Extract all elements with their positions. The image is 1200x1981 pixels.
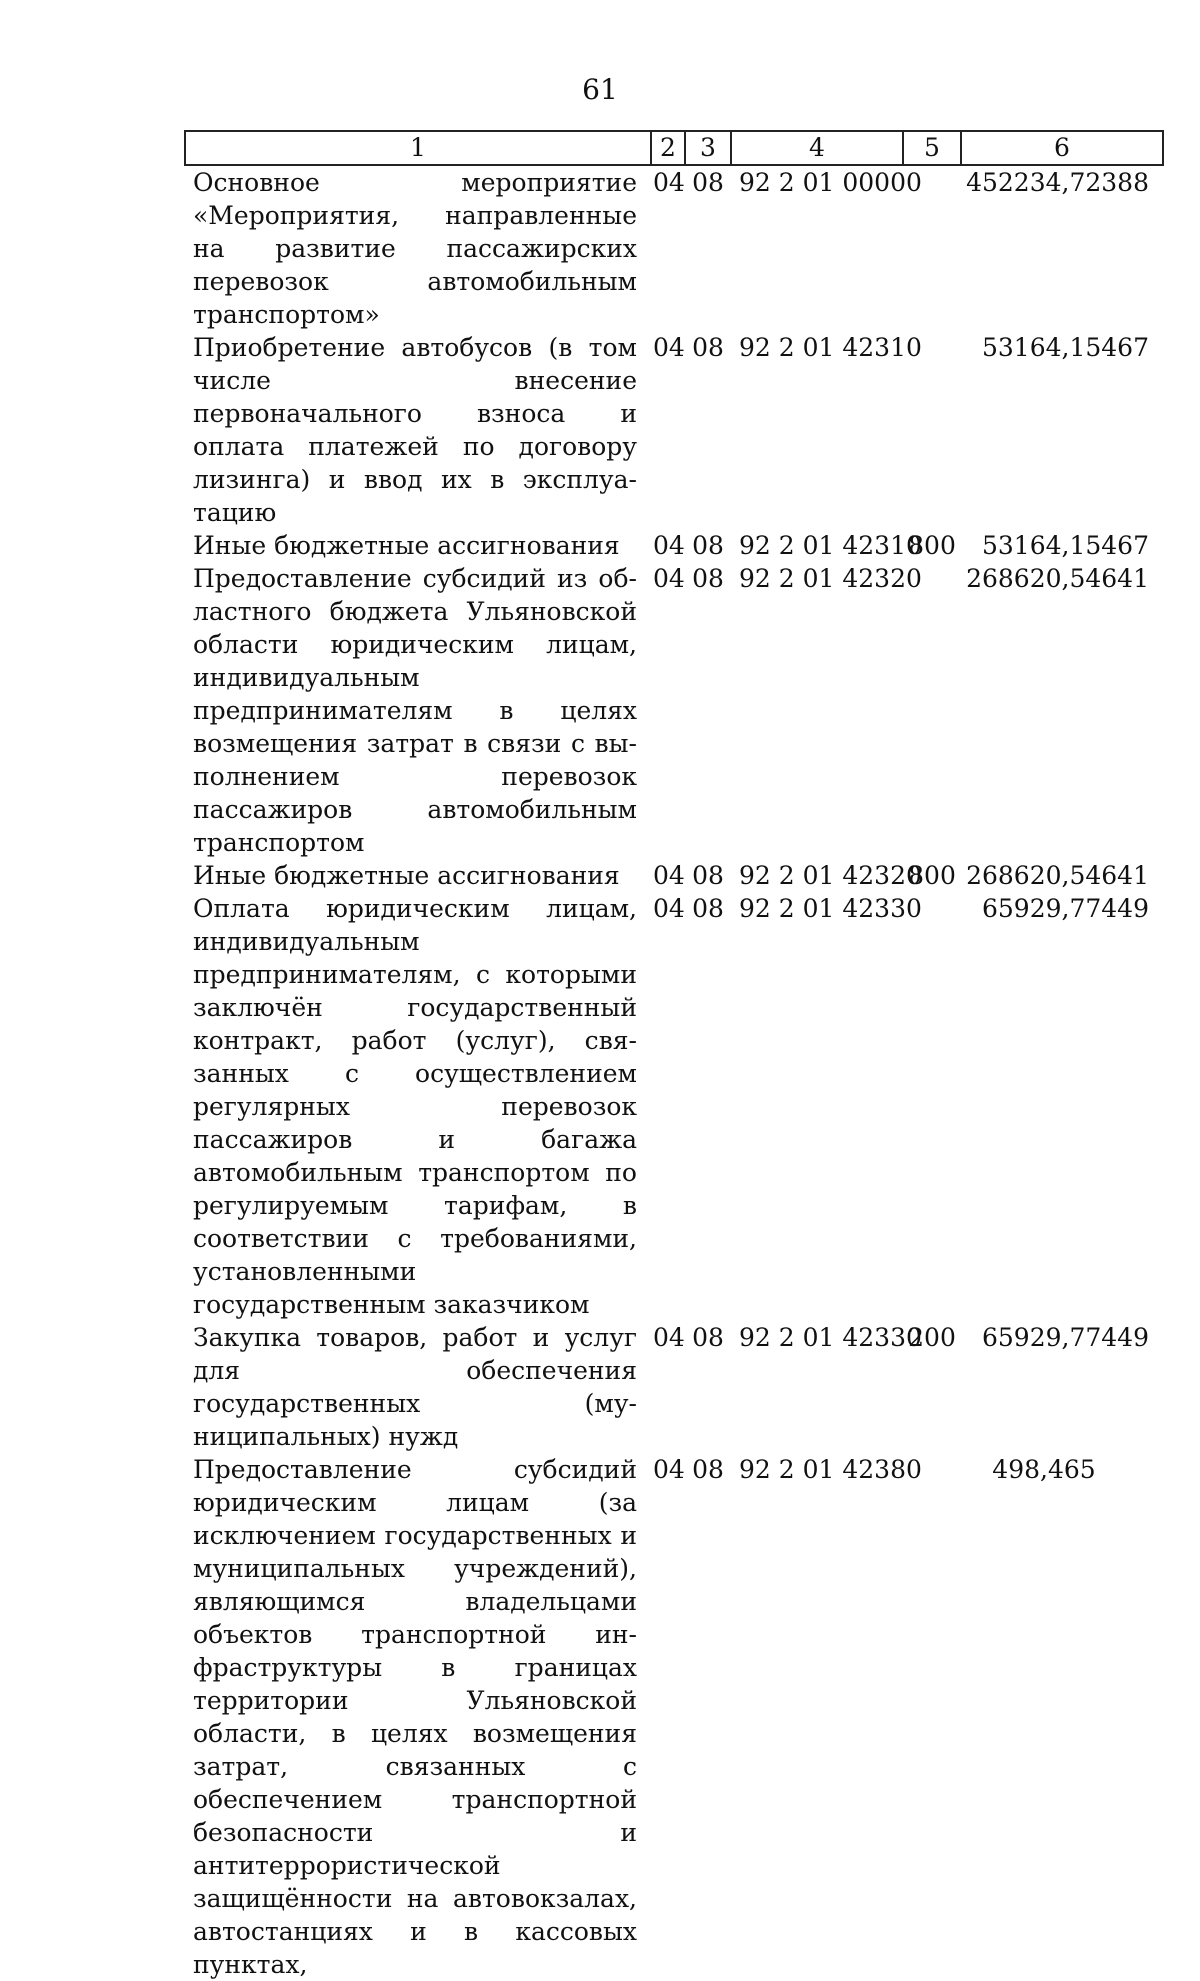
header-col-1: 1 xyxy=(185,131,651,165)
row-name-cell: Предоставление субсидий из областного бюджета Ульяновской области юридическим лицам, индивидуальным предпринимателям в целях возмещения затрат в связи с выполнением перевозок пассажиров автомобильным транспортом xyxy=(193,564,637,857)
row-section-code: 04 xyxy=(653,1455,685,1484)
row-target-article-code: 92 2 01 42320 xyxy=(739,564,922,593)
row-amount: 268620,54641 xyxy=(966,861,1149,890)
row-subsection-code: 08 xyxy=(692,531,724,560)
row-amount: 498,465 xyxy=(992,1455,1096,1484)
row-subsection-code: 08 xyxy=(692,1455,724,1484)
row-amount: 268620,54641 xyxy=(966,564,1149,593)
table-row xyxy=(185,892,1163,1321)
row-section-code: 04 xyxy=(653,333,685,362)
row-expense-type-code: 800 xyxy=(908,861,956,890)
budget-table-container xyxy=(184,130,1162,1981)
header-col-4: 4 xyxy=(731,131,903,165)
row-target-article-code: 92 2 01 42310 xyxy=(739,333,922,362)
row-section-code: 04 xyxy=(653,168,685,197)
row-section-code: 04 xyxy=(653,531,685,560)
row-amount: 53164,15467 xyxy=(981,531,1149,560)
row-amount: 452234,72388 xyxy=(966,168,1149,197)
table-body xyxy=(185,165,1163,1981)
row-name-cell: Предоставление субсидий юридическим лицам (за исключением государственных и муниципальных учреждений), являющимся владельцами объектов транспортной инфраструктуры в границах территории Ульяновской области, в целях возмещения затрат, связанных с обеспечением транспортной безопасности и антитеррористической защищённости на автовокзалах, автостанциях и в кассовых пунктах, xyxy=(193,1455,637,1979)
row-subsection-code: 08 xyxy=(692,894,724,923)
row-expense-type-code xyxy=(903,1453,961,1981)
row-target-article-code: 92 2 01 42380 xyxy=(739,1455,922,1484)
row-expense-type-code xyxy=(903,562,961,859)
row-subsection-code: 08 xyxy=(692,333,724,362)
row-expense-type-code: 200 xyxy=(908,1323,956,1352)
row-name-cell: Основное мероприятие «Мероприятия, направленные на развитие пассажирских перевозок автомобильным транспортом» xyxy=(193,168,637,329)
row-expense-type-code xyxy=(903,892,961,1321)
header-col-6: 6 xyxy=(961,131,1163,165)
row-section-code: 04 xyxy=(653,1323,685,1352)
row-name-cell: Закупка товаров, работ и услуг для обеспечения государственных (муниципальных) нужд xyxy=(193,1323,637,1451)
row-section-code: 04 xyxy=(653,894,685,923)
row-amount: 65929,77449 xyxy=(981,894,1149,923)
row-subsection-code: 08 xyxy=(692,564,724,593)
budget-table xyxy=(184,130,1164,1981)
header-col-3: 3 xyxy=(685,131,731,165)
header-col-2: 2 xyxy=(651,131,685,165)
row-amount: 53164,15467 xyxy=(981,333,1149,362)
row-target-article-code: 92 2 01 00000 xyxy=(739,168,922,197)
table-header xyxy=(185,131,1163,165)
row-name-cell: Оплата юридическим лицам, индивидуальным предпринимателям, с которыми заключён государственный контракт, работ (услуг), связанных с осуществлением регулярных перевозок пассажиров и багажа автомобильным транспортом по регулируемым тарифам, в соответствии с требованиями, установленными государственным заказчиком xyxy=(193,894,637,1319)
table-row xyxy=(185,859,1163,892)
row-expense-type-code: 800 xyxy=(908,531,956,560)
table-row xyxy=(185,529,1163,562)
row-name-cell: Иные бюджетные ассигнования xyxy=(193,531,620,560)
table-row xyxy=(185,331,1163,529)
row-subsection-code: 08 xyxy=(692,1323,724,1352)
page-number: 61 xyxy=(582,73,618,106)
row-target-article-code: 92 2 01 42310 xyxy=(739,531,922,560)
header-row xyxy=(185,131,1163,165)
row-target-article-code: 92 2 01 42330 xyxy=(739,1323,922,1352)
row-subsection-code: 08 xyxy=(692,168,724,197)
table-row xyxy=(185,1453,1163,1981)
table-row xyxy=(185,562,1163,859)
table-row xyxy=(185,165,1163,331)
row-section-code: 04 xyxy=(653,564,685,593)
row-target-article-code: 92 2 01 42320 xyxy=(739,861,922,890)
row-section-code: 04 xyxy=(653,861,685,890)
row-name-cell: Приобретение автобусов (в том числе внесение первоначального взноса и оплата платежей по договору лизинга) и ввод их в эксплуатацию xyxy=(193,333,637,527)
table-row xyxy=(185,1321,1163,1453)
row-name-cell: Иные бюджетные ассигнования xyxy=(193,861,620,890)
row-target-article-code: 92 2 01 42330 xyxy=(739,894,922,923)
row-amount: 65929,77449 xyxy=(981,1323,1149,1352)
header-col-5: 5 xyxy=(903,131,961,165)
row-subsection-code: 08 xyxy=(692,861,724,890)
